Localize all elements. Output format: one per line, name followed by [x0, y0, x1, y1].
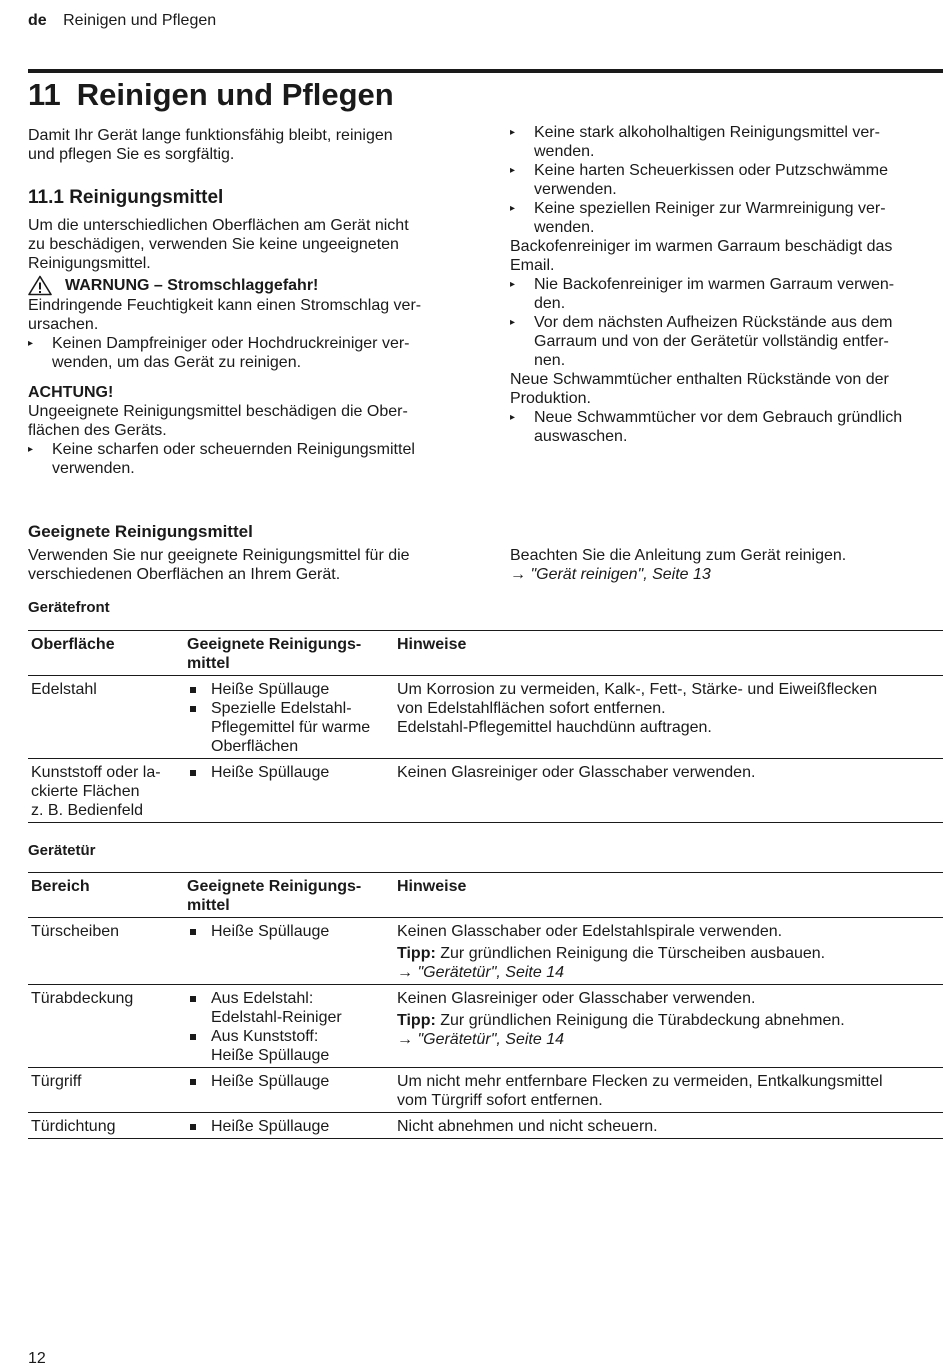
list-item: Heiße Spüllauge [187, 680, 391, 699]
door-table [28, 872, 943, 1139]
cross-reference-link[interactable]: → "Gerätetür", Seite 14 [397, 964, 564, 981]
bullet-triangle-icon: ▸ [28, 444, 34, 455]
bullet-triangle-icon: ▸ [28, 338, 34, 349]
column-header: Oberfläche [31, 636, 115, 653]
intro-paragraph: Damit Ihr Gerät lange funktionsfähig bleibt, reinigen und pflegen Sie es sorgfältig. [28, 127, 393, 163]
bullet-triangle-icon: ▸ [510, 279, 516, 290]
suitable-agents-text: Verwenden Sie nur geeignete Reinigungsmittel für die verschiedenen Oberflächen an Ihrem Gerät. [28, 547, 410, 583]
warning-bullet: ▸ Keinen Dampfreiniger oder Hochdruckreiniger ver- wenden, um das Gerät zu reinigen. [28, 335, 410, 371]
front-table-heading: Gerätefront [28, 599, 110, 616]
bullet-triangle-icon: ▸ [510, 165, 516, 176]
tip-text: Tipp: Zur gründlichen Reinigung die Türabdeckung abnehmen. [397, 1012, 845, 1029]
table-row [28, 1068, 943, 1113]
bullet-triangle-icon: ▸ [510, 127, 516, 138]
column-header: Bereich [31, 878, 90, 895]
cross-reference-link[interactable]: → "Gerätetür", Seite 14 [397, 1031, 564, 1048]
warning-triangle-icon [28, 275, 52, 296]
suitable-agents-heading: Geeignete Reinigungsmittel [28, 522, 253, 541]
table-cell-agents [184, 918, 394, 985]
table-header-row [28, 631, 943, 676]
list-item: ▸ Keine stark alkoholhaltigen Reinigungsmittel ver- wenden. [510, 124, 880, 160]
column-header: Hinweise [397, 636, 467, 653]
bullet-triangle-icon: ▸ [510, 203, 516, 214]
table-cell-notes: Um nicht mehr entfernbare Flecken zu vermeiden, Entkalkungsmittel vom Türgriff sofort entfernen. [397, 1073, 883, 1109]
oven-cleaner-paragraph: Backofenreiniger im warmen Garraum beschädigt das Email. [510, 238, 893, 274]
list-item: Heiße Spüllauge [187, 922, 391, 941]
column-header: Geeignete Reinigungs- mittel [187, 636, 362, 672]
table-row [28, 676, 943, 759]
warning-title: WARNUNG – Stromschlaggefahr! [65, 277, 319, 294]
list-item: ▸ Keine speziellen Reiniger zur Warmreinigung ver- wenden. [510, 200, 886, 236]
table-cell-agents [184, 1068, 394, 1113]
list-item: ▸ Keine harten Scheuerkissen oder Putzschwämme verwenden. [510, 162, 888, 198]
table-row [28, 1113, 943, 1139]
table-cell-notes: Keinen Glasschaber oder Edelstahlspirale verwenden. Tipp: Zur gründlichen Reinigung die Türscheiben ausbauen. → "Gerätetür", Seite 14 [394, 918, 943, 985]
running-title: Reinigen und Pflegen [63, 12, 217, 29]
header-rule [28, 69, 943, 73]
table-cell-area: Türscheiben [31, 923, 120, 940]
running-header [28, 11, 216, 30]
table-cell-agents [184, 1113, 394, 1139]
right-column [510, 123, 943, 446]
caution-title: ACHTUNG! [28, 384, 114, 401]
tip-text: Tipp: Zur gründlichen Reinigung die Türscheiben ausbauen. [397, 945, 826, 962]
list-item: ▸ Nie Backofenreiniger im warmen Garraum verwen- den. [510, 276, 895, 312]
door-table-heading: Gerätetür [28, 842, 96, 859]
chapter-title: Reinigen und Pflegen [76, 77, 394, 112]
list-item: ▸ Neue Schwammtücher vor dem Gebrauch gründlich auswaschen. [510, 409, 903, 445]
table-cell-notes: Keinen Glasreiniger oder Glasschaber verwenden. [397, 764, 756, 781]
table-row [28, 985, 943, 1068]
table-row [28, 759, 943, 823]
warning-heading [28, 275, 468, 296]
table-row [28, 918, 943, 985]
table-cell-notes: Keinen Glasreiniger oder Glasschaber verwenden. Tipp: Zur gründlichen Reinigung die Türabdeckung abnehmen. → "Gerätetür", Seite 14 [394, 985, 943, 1068]
table-header-row [28, 873, 943, 918]
language-code: de [28, 12, 47, 29]
chapter-heading [28, 76, 394, 114]
list-item: Aus Edelstahl: Edelstahl-Reiniger [187, 989, 391, 1027]
table-cell-area: Türdichtung [31, 1118, 116, 1135]
column-header: Hinweise [397, 878, 467, 895]
sponge-paragraph: Neue Schwammtücher enthalten Rückstände von der Produktion. [510, 371, 889, 407]
list-item: Heiße Spüllauge [187, 763, 391, 782]
caution-bullet: ▸ Keine scharfen oder scheuernden Reinigungsmittel verwenden. [28, 441, 415, 477]
bullet-triangle-icon: ▸ [510, 317, 516, 328]
table-cell-area: Türabdeckung [31, 990, 134, 1007]
left-column [28, 126, 468, 478]
section-paragraph: Um die unterschiedlichen Oberflächen am Gerät nicht zu beschädigen, verwenden Sie keine ungeeigneten Reinigungsmittel. [28, 217, 409, 272]
table-cell-notes: Um Korrosion zu vermeiden, Kalk-, Fett-, Stärke- und Eiweißflecken von Edelstahlflächen sofort entfernen. Edelstahl-Pflegemittel hauchdünn auftragen. [397, 681, 878, 736]
table-cell-notes: Nicht abnehmen und nicht scheuern. [397, 1118, 658, 1135]
cross-reference-link[interactable]: → "Gerät reinigen", Seite 13 [510, 566, 711, 583]
table-cell-area: Türgriff [31, 1073, 82, 1090]
warning-text: Eindringende Feuchtigkeit kann einen Stromschlag ver- ursachen. [28, 297, 422, 333]
caution-text: Ungeeignete Reinigungsmittel beschädigen die Ober- flächen des Geräts. [28, 403, 408, 439]
bullet-triangle-icon: ▸ [510, 412, 516, 423]
table-cell-agents [184, 676, 394, 759]
list-item: Aus Kunststoff: Heiße Spüllauge [187, 1027, 391, 1065]
table-cell-area: Kunststoff oder la- ckierte Flächen z. B. Bedienfeld [31, 764, 161, 819]
suitable-agents-note: Beachten Sie die Anleitung zum Gerät reinigen. → "Gerät reinigen", Seite 13 [510, 547, 847, 583]
table-cell-area: Edelstahl [31, 681, 97, 698]
door-table-wrapper [28, 872, 943, 1139]
page-number: 12 [28, 1350, 46, 1367]
list-item: ▸ Vor dem nächsten Aufheizen Rückstände aus dem Garraum und von der Gerätetür vollständig entfer- nen. [510, 314, 893, 369]
table-cell-agents [184, 759, 394, 823]
section-title: 11.1 Reinigungsmittel [28, 187, 224, 208]
list-item: Spezielle Edelstahl- Pflegemittel für warme Oberflächen [187, 699, 391, 756]
front-table [28, 630, 943, 823]
column-header: Geeignete Reinigungs- mittel [187, 878, 362, 914]
list-item: Heiße Spüllauge [187, 1117, 391, 1136]
front-table-wrapper [28, 630, 943, 823]
chapter-number: 11 [28, 77, 61, 112]
table-cell-agents [184, 985, 394, 1068]
list-item: Heiße Spüllauge [187, 1072, 391, 1091]
